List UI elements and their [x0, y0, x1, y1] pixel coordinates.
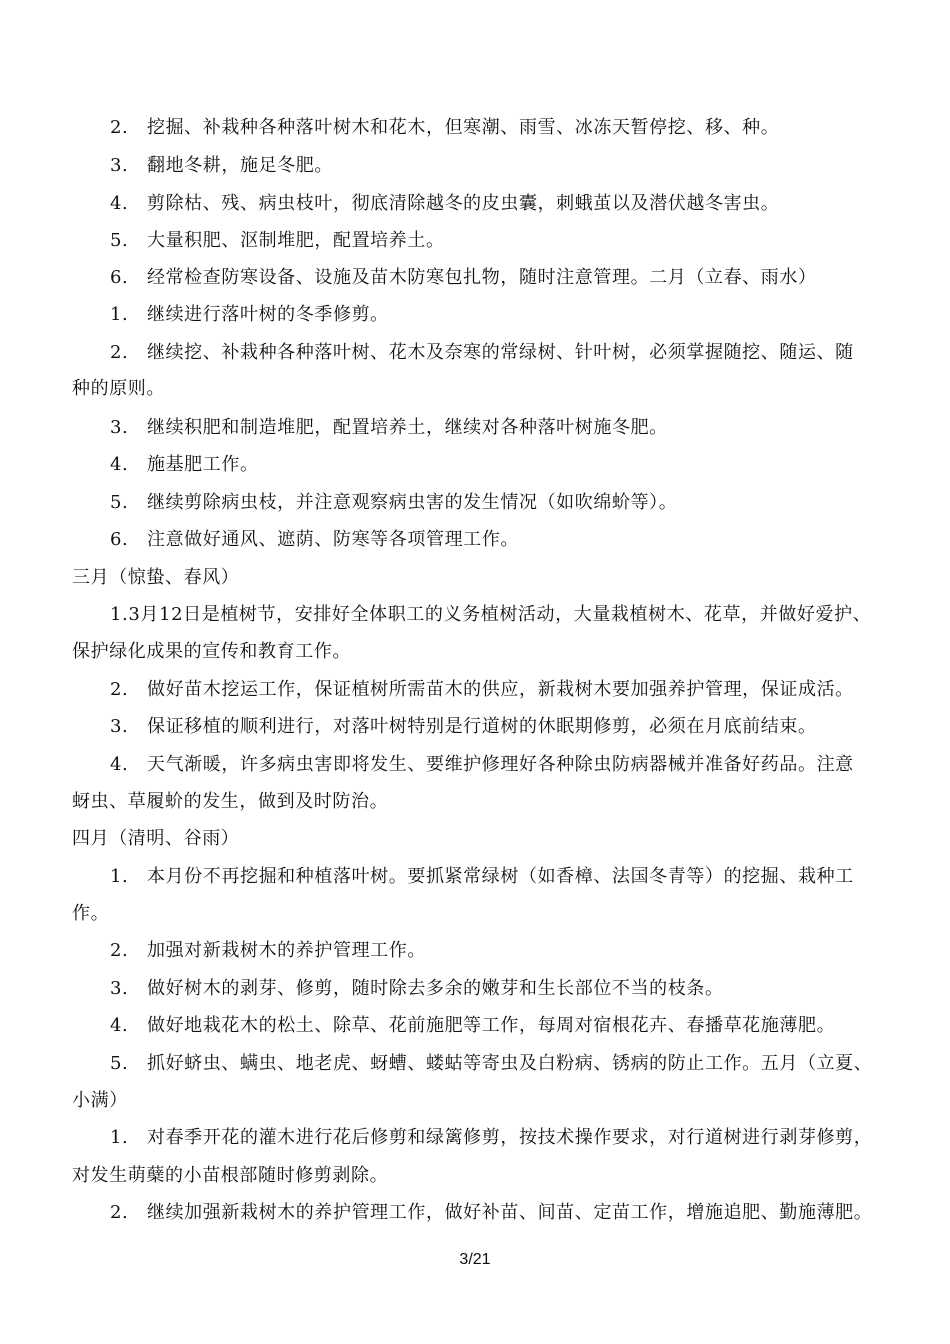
paragraph-line: 种的原则。 [72, 378, 165, 399]
paragraph-line: 2. 挖掘、补栽种各种落叶树木和花木，但寒潮、雨雪、冰冻天暂停挖、移、种。 [110, 117, 780, 138]
section-heading: 三月（惊蛰、春风） [72, 567, 240, 588]
paragraph-line: 5. 抓好蛴虫、螨虫、地老虎、蚜螬、蝼蛄等寄虫及白粉病、锈病的防止工作。五月（立夏、 [110, 1053, 873, 1074]
paragraph-line: 5. 大量积肥、沤制堆肥，配置培养土。 [110, 230, 445, 251]
paragraph-line: 1. 继续进行落叶树的冬季修剪。 [110, 304, 389, 325]
paragraph-line: 2. 加强对新栽树木的养护管理工作。 [110, 940, 426, 961]
paragraph-line: 蚜虫、草履蚧的发生，做到及时防治。 [72, 791, 389, 812]
paragraph-line: 4. 剪除枯、残、病虫枝叶，彻底清除越冬的皮虫囊，刺蛾茧以及潜伏越冬害虫。 [110, 193, 780, 214]
paragraph-line: 2. 继续挖、补栽种各种落叶树、花木及奈寒的常绿树、针叶树，必须掌握随挖、随运、随 [110, 342, 854, 363]
paragraph-line: 4. 做好地栽花木的松土、除草、花前施肥等工作，每周对宿根花卉、春播草花施薄肥。 [110, 1015, 836, 1036]
paragraph-line: 6. 经常检查防寒设备、设施及苗木防寒包扎物，随时注意管理。二月（立春、雨水） [110, 267, 817, 288]
paragraph-line: 4. 天气渐暖，许多病虫害即将发生、要维护修理好各种除虫防病器械并准备好药品。注意 [110, 754, 854, 775]
paragraph-line: 3. 继续积肥和制造堆肥，配置培养土，继续对各种落叶树施冬肥。 [110, 417, 668, 438]
paragraph-line: 对发生萌蘖的小苗根部随时修剪剥除。 [72, 1165, 389, 1186]
paragraph-line: 5. 继续剪除病虫枝，并注意观察病虫害的发生情况（如吹绵蚧等）。 [110, 492, 678, 513]
paragraph-line: 2. 继续加强新栽树木的养护管理工作，做好补苗、间苗、定苗工作，增施追肥、勤施薄肥。 [110, 1202, 873, 1223]
paragraph-line: 小满） [72, 1090, 128, 1111]
paragraph-line: 1. 本月份不再挖掘和种植落叶树。要抓紧常绿树（如香樟、法国冬青等）的挖掘、栽种工 [110, 866, 854, 887]
paragraph-line: 保护绿化成果的宣传和教育工作。 [72, 641, 351, 662]
paragraph-line: 3. 保证移植的顺利进行，对落叶树特别是行道树的休眠期修剪，必须在月底前结束。 [110, 716, 817, 737]
paragraph-line: 2. 做好苗木挖运工作，保证植树所需苗木的供应，新栽树木要加强养护管理，保证成活。 [110, 679, 854, 700]
paragraph-line: 1. 对春季开花的灌木进行花后修剪和绿篱修剪，按技术操作要求，对行道树进行剥芽修剪， [110, 1127, 873, 1148]
page-number: 3/21 [459, 1251, 491, 1268]
section-heading: 四月（清明、谷雨） [72, 828, 240, 849]
paragraph-line: 6. 注意做好通风、遮荫、防寒等各项管理工作。 [110, 529, 519, 550]
paragraph-line: 1.3月12日是植树节，安排好全体职工的义务植树活动，大量栽植树木、花草，并做好爱护、 [110, 604, 872, 625]
paragraph-line: 3. 翻地冬耕，施足冬肥。 [110, 155, 333, 176]
paragraph-line: 3. 做好树木的剥芽、修剪，随时除去多余的嫩芽和生长部位不当的枝条。 [110, 978, 724, 999]
paragraph-line: 作。 [72, 903, 110, 924]
paragraph-line: 4. 施基肥工作。 [110, 454, 259, 475]
